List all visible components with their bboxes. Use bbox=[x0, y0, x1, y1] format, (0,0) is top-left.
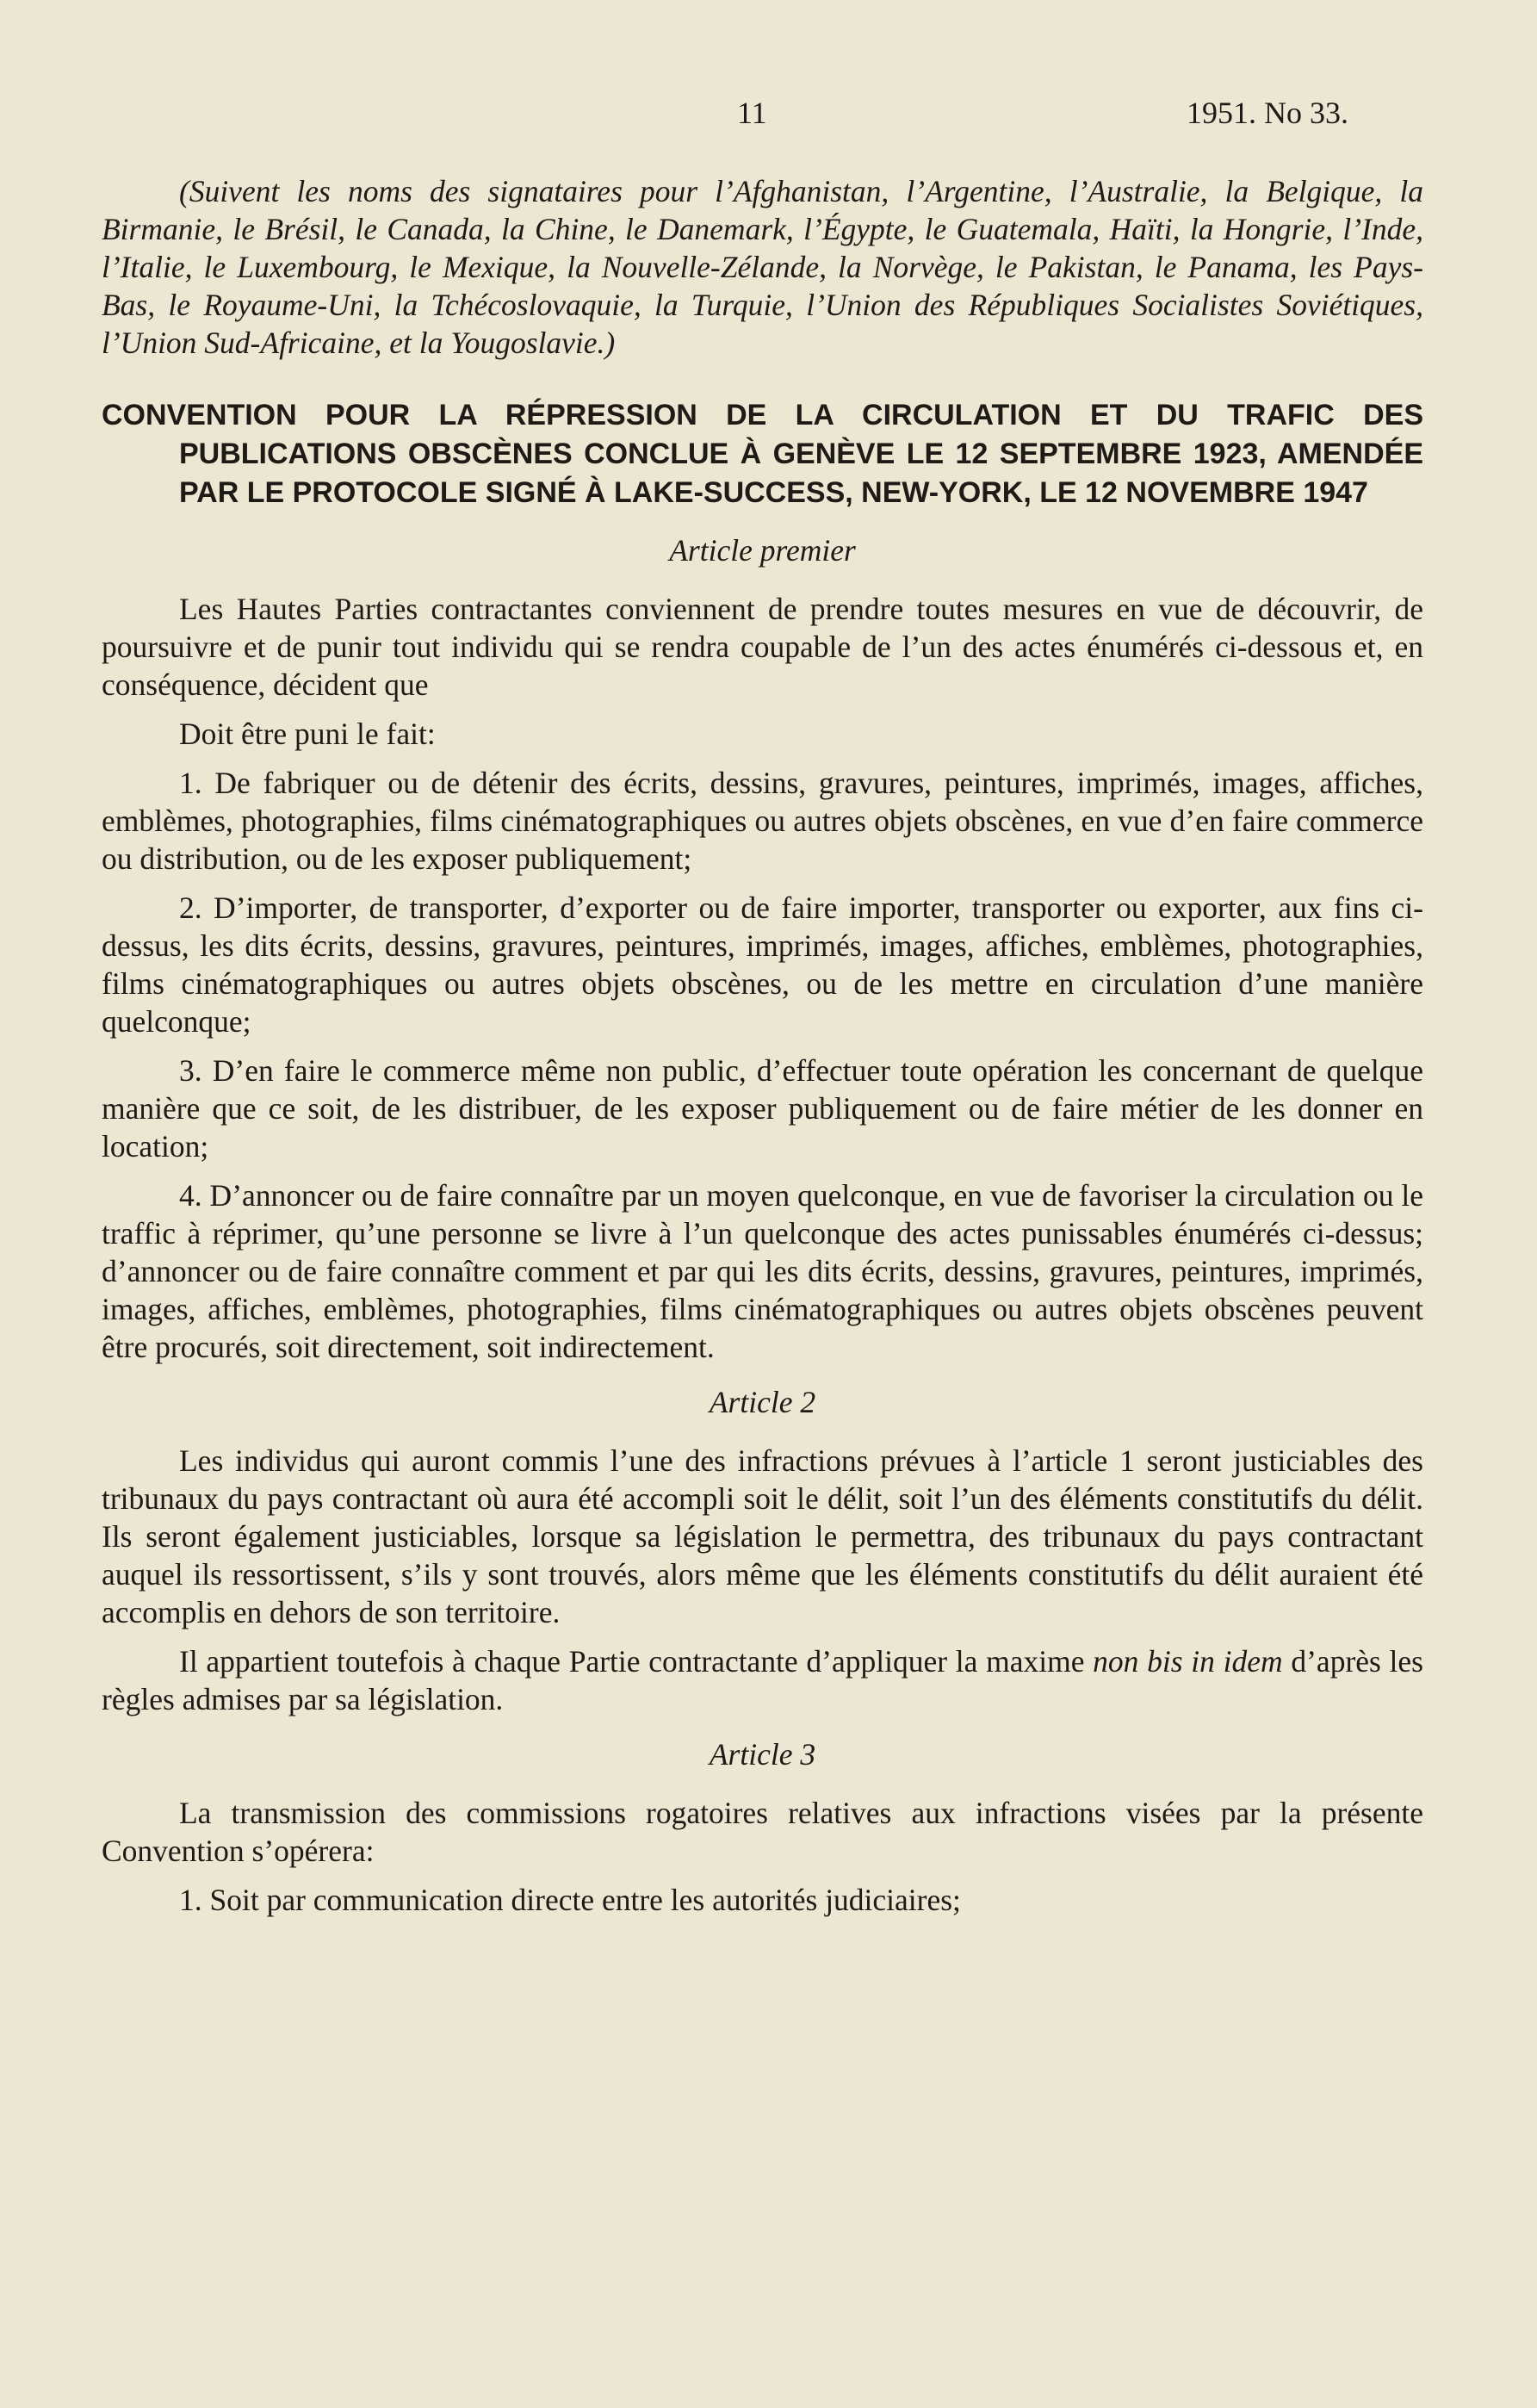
article-1-item-2: 2. D’importer, de transporter, d’exporter ou de faire importer, transporter ou exporter, aux fins ci-dessus, les dits écrits, dessins, gravures, peintures, imprimés, images, affiches, emblèmes, photographies, films cinématographiques ou autres objets obscènes, ou de les mettre en circulation d’une manière quelconque; bbox=[102, 891, 1423, 1039]
article-1-paragraph: Les Hautes Parties contractantes conviennent de prendre toutes mesures en vue de découvrir, de poursuivre et de punir tout individu qui se rendra coupable de l’un des actes énumérés ci-dessous et, en conséquence, décident que bbox=[102, 592, 1423, 702]
article-2-paragraph-1: Les individus qui auront commis l’une des infractions prévues à l’article 1 seront justiciables des tribunaux du pays contractant où aura été accompli soit le délit, soit l’un des éléments constitutifs du délit. Ils seront également justiciables, lorsque sa législation le permettra, des tribunaux du pays contractant auquel ils ressortissent, s’ils y sont trouvés, alors même que les éléments constitutifs du délit auraient été accomplis en dehors de son territoire. bbox=[102, 1443, 1423, 1629]
article-1-lead: Doit être puni le fait: bbox=[179, 717, 436, 751]
document-reference: 1951. No 33. bbox=[1187, 96, 1348, 130]
article-1-title: Article premier bbox=[669, 533, 856, 568]
page-header bbox=[0, 95, 1537, 146]
article-1-item-1: 1. De fabriquer ou de détenir des écrits, dessins, gravures, peintures, imprimés, images, affiches, emblèmes, photographies, films cinématographiques ou autres objets obscènes, en vue d’en faire commerce ou distribution, ou de les exposer publiquement; bbox=[102, 766, 1423, 876]
article-2-paragraph-2 bbox=[102, 1642, 1423, 1718]
article-3-item-1: 1. Soit par communication directe entre les autorités judiciaires; bbox=[179, 1883, 961, 1917]
page-body bbox=[102, 172, 1423, 1930]
page-number: 11 bbox=[737, 96, 767, 130]
article-2-p2-start: Il appartient toutefois à chaque Partie contractante d’appliquer la maxime bbox=[179, 1644, 1094, 1679]
article-1-item-4: 4. D’annoncer ou de faire connaître par un moyen quelconque, en vue de favoriser la circulation ou le traffic à réprimer, qu’une personne se livre à l’un quelconque des actes punissables énumérés ci-dessus; d’annoncer ou de faire connaître comment et par qui les dits écrits, dessins, gravures, peintures, imprimés, images, affiches, emblèmes, photographies, films cinématographiques ou autres objets obscènes peuvent être procurés, soit directement, soit indirectement. bbox=[102, 1178, 1423, 1364]
article-1-item-3: 3. D’en faire le commerce même non public, d’effectuer toute opération les concernant de quelque manière que ce soit, de les distribuer, de les exposer publiquement ou de faire métier de les donner en location; bbox=[102, 1053, 1423, 1164]
convention-title: CONVENTION POUR LA RÉPRESSION DE LA CIRCULATION ET DU TRAFIC DES PUBLICATIONS OBSCÈNES CONCLUE À GENÈVE LE 12 SEPTEMBRE 1923, AMENDÉE PAR LE PROTOCOLE SIGNÉ À LAKE-SUCCESS, NEW-YORK, LE 12 NOVEMBRE 1947 bbox=[102, 399, 1423, 509]
article-2-title: Article 2 bbox=[709, 1385, 816, 1419]
article-2-p2-end: d’après les règles admises par sa législation. bbox=[102, 1644, 1423, 1716]
signatories-note: (Suivent les noms des signataires pour l’Afghanistan, l’Argentine, l’Australie, la Belgique, la Birmanie, le Brésil, le Canada, la Chine, le Danemark, l’Égypte, le Guatemala, Haïti, la Hongrie, l’Inde, l’Italie, le Luxembourg, le Mexique, la Nouvelle-Zélande, la Norvège, le Pakistan, le Panama, les Pays-Bas, le Royaume-Uni, la Tchécoslovaquie, la Turquie, l’Union des Républiques Socialistes Soviétiques, l’Union Sud-Africaine, et la Yougoslavie.) bbox=[102, 174, 1423, 360]
latin-maxim: non bis in idem bbox=[1093, 1644, 1283, 1679]
article-3-title: Article 3 bbox=[709, 1737, 816, 1772]
article-3-paragraph: La transmission des commissions rogatoires relatives aux infractions visées par la présente Convention s’opérera: bbox=[102, 1796, 1423, 1868]
